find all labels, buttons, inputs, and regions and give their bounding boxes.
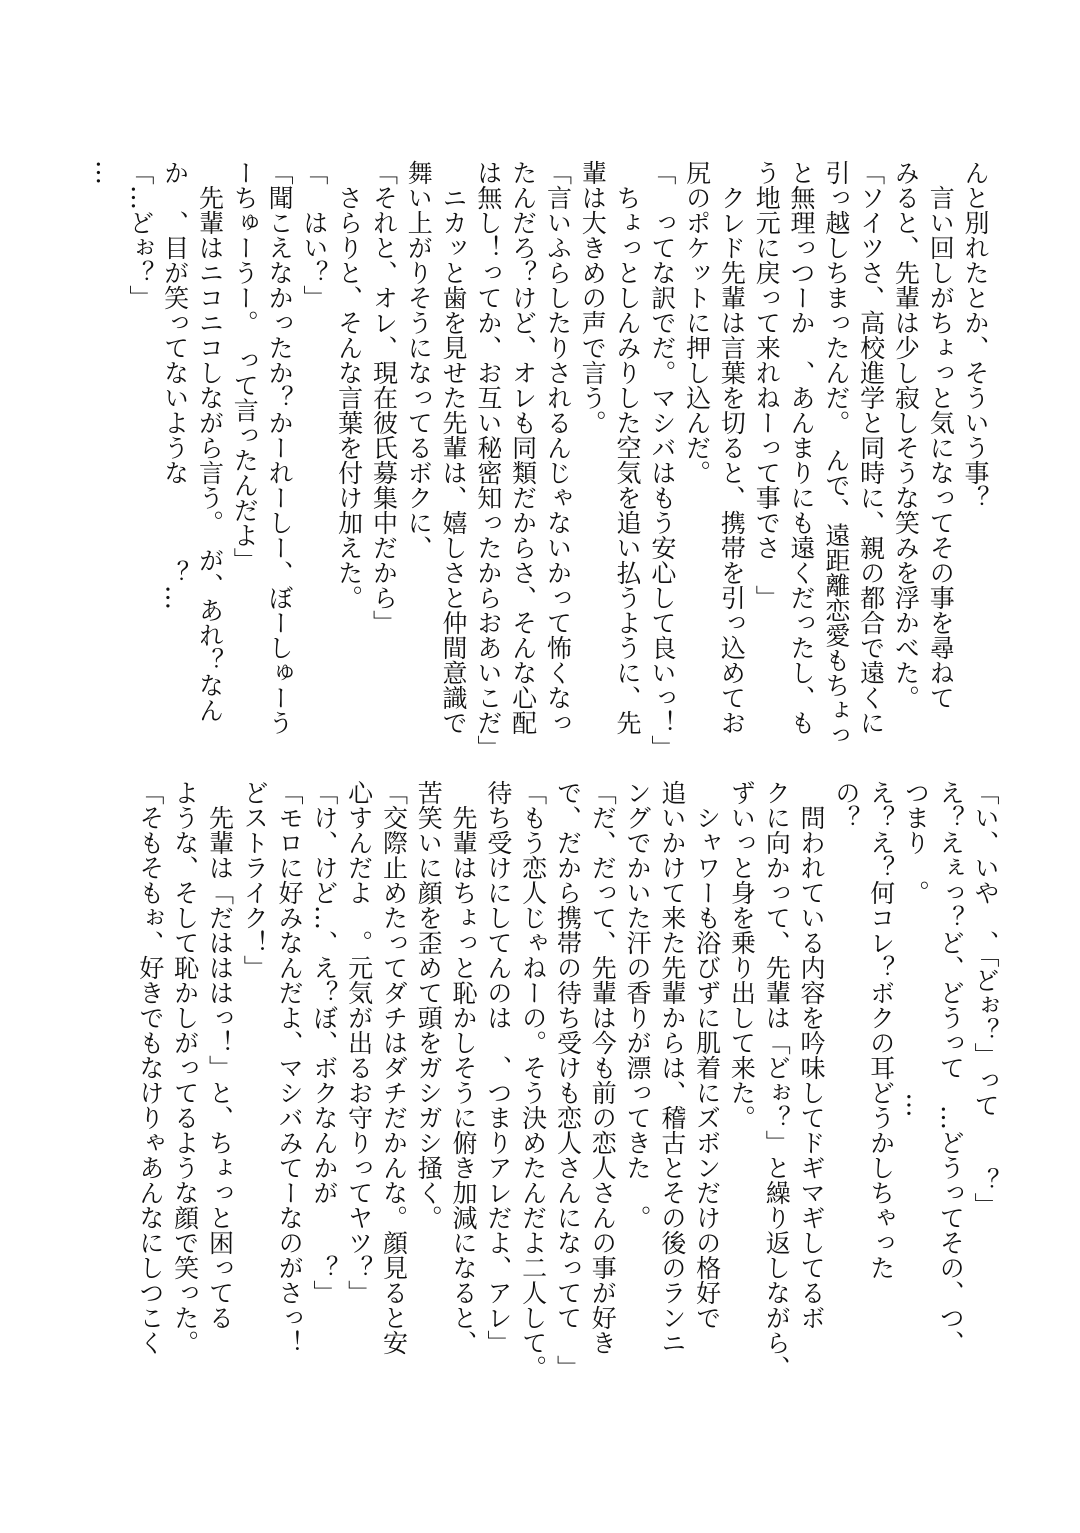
text-column: ような、そして恥かしがってるような顔で笑った。 bbox=[170, 780, 200, 1355]
text-column: 問われている内容を吟味してドギマギしてるボ bbox=[797, 780, 827, 1330]
text-column: 待ち受けにしてんのは 、つまりアレだよ、アレ」 bbox=[483, 780, 513, 1355]
text-column: ニカッと歯を見せた先輩は、嬉しさと仲間意識で bbox=[439, 160, 469, 735]
text-column: クに向かって、先輩は「どぉ？」と繰り返しながら、 bbox=[762, 780, 792, 1380]
text-column: ずいっと身を乗り出して来た。 bbox=[727, 780, 757, 1130]
text-column: 「 はい？」 bbox=[299, 160, 329, 310]
text-column: 「モロに好みなんだよ、マシバみてーなのがさっ！ bbox=[275, 780, 305, 1355]
text-column: う地元に戻って来れねーって事でさ 」 bbox=[752, 160, 782, 610]
text-column: 「け、けど…、え？ぼ、ボクなんかが ？」 bbox=[309, 780, 339, 1305]
text-column: 「…どぉ？」 bbox=[125, 160, 155, 310]
text-column: 心すんだよ 。元気が出るお守りってヤツ？」 bbox=[344, 780, 374, 1305]
text-column: は無し！ってか、お互い秘密知ったからおあいこだ」 bbox=[473, 160, 503, 760]
text-column: 「だ、だって、先輩は今も前の恋人さんの事が好き bbox=[588, 780, 618, 1355]
text-column: さらりと、そんな言葉を付け加えた。 bbox=[334, 160, 364, 610]
text-column: 輩は大きめの声で言う。 bbox=[578, 160, 608, 435]
text-column: 先輩はニコニコしながら言う。 が、あれ？なん bbox=[195, 160, 225, 723]
text-column: つまり 。 … bbox=[901, 780, 931, 1118]
text-column: シャワーも浴びずに肌着にズボンだけの格好で bbox=[692, 780, 722, 1330]
text-column: 尻のポケットに押し込んだ。 bbox=[682, 160, 712, 485]
text-column: 引っ越しちまったんだ。 んで、遠距離恋愛もちょっ bbox=[821, 160, 851, 748]
text-column: と無理っつーか 、あんまりにも遠くだったし、も bbox=[787, 160, 817, 735]
text-column: の？ bbox=[831, 780, 861, 830]
text-column: 先輩は「だはははっ！」と、ちょっと困ってる bbox=[205, 780, 235, 1330]
text-column: 苦笑いに顔を歪めて頭をガシガシ掻く。 bbox=[414, 780, 444, 1230]
text-column: 「そもそもぉ、好きでもなけりゃあんなにしつこく bbox=[135, 780, 165, 1355]
text-column: んと別れたとか、そういう事？ bbox=[961, 160, 990, 510]
text-column: … bbox=[91, 160, 121, 185]
text-column: え？え？何コレ？ボクの耳どうかしちゃった bbox=[866, 780, 896, 1280]
text-column: ーちゅーうー。 って言ったんだよ」 bbox=[230, 160, 260, 573]
text-column: 「聞こえなかったか？かーれーしー、ぼーしゅーう bbox=[265, 160, 295, 735]
text-column: みると、先輩は少し寂しそうな笑みを浮かべた。 bbox=[891, 160, 921, 710]
text-column: クレド先輩は言葉を切ると、携帯を引っ込めてお bbox=[717, 160, 747, 735]
text-column: か 、目が笑ってないような ？… bbox=[160, 160, 190, 610]
text-column: 「言いふらしたりされるんじゃないかって怖くなっ bbox=[543, 160, 573, 735]
text-column: 言い回しがちょっと気になってその事を尋ねて bbox=[926, 160, 956, 710]
text-column: たんだろ？けど、オレも同類だからさ、そんな心配 bbox=[508, 160, 538, 735]
text-column: え？えぇっ？ど、どうって …どうってその、つ、 bbox=[936, 780, 966, 1355]
text-column: 追いかけて来た先輩からは、稽古とその後のランニ bbox=[657, 780, 687, 1355]
text-column: どストライク！」 bbox=[240, 780, 270, 980]
text-column: 舞い上がりそうになってるボクに、 bbox=[404, 160, 434, 560]
text-column: 「い、いや 、「どぉ？」って ？」 bbox=[971, 780, 1000, 1218]
text-column: 先輩はちょっと恥かしそうに俯き加減になると、 bbox=[449, 780, 479, 1355]
text-column: 「 ってな訳でだ。マシバはもう安心して良いっ！」 bbox=[647, 160, 677, 760]
text-column: 「もう恋人じゃねーの。そう決めたんだよ二人して。 bbox=[518, 780, 548, 1380]
text-column: 「交際止めたってダチはダチだかんな。顔見ると安 bbox=[379, 780, 409, 1355]
text-column: ングでかいた汗の香りが漂ってきた 。 bbox=[623, 780, 653, 1230]
text-column: で、だから携帯の待ち受けも恋人さんになってて 」 bbox=[553, 780, 583, 1380]
text-column: 「それと、オレ、現在彼氏募集中だから」 bbox=[369, 160, 399, 635]
text-block-top bbox=[87, 160, 992, 760]
text-block-bottom bbox=[132, 780, 1002, 1380]
text-column: 「ソイツさ、高校進学と同時に、親の都合で遠くに bbox=[856, 160, 886, 735]
text-column: ちょっとしんみりした空気を追い払うように、先 bbox=[613, 160, 643, 735]
